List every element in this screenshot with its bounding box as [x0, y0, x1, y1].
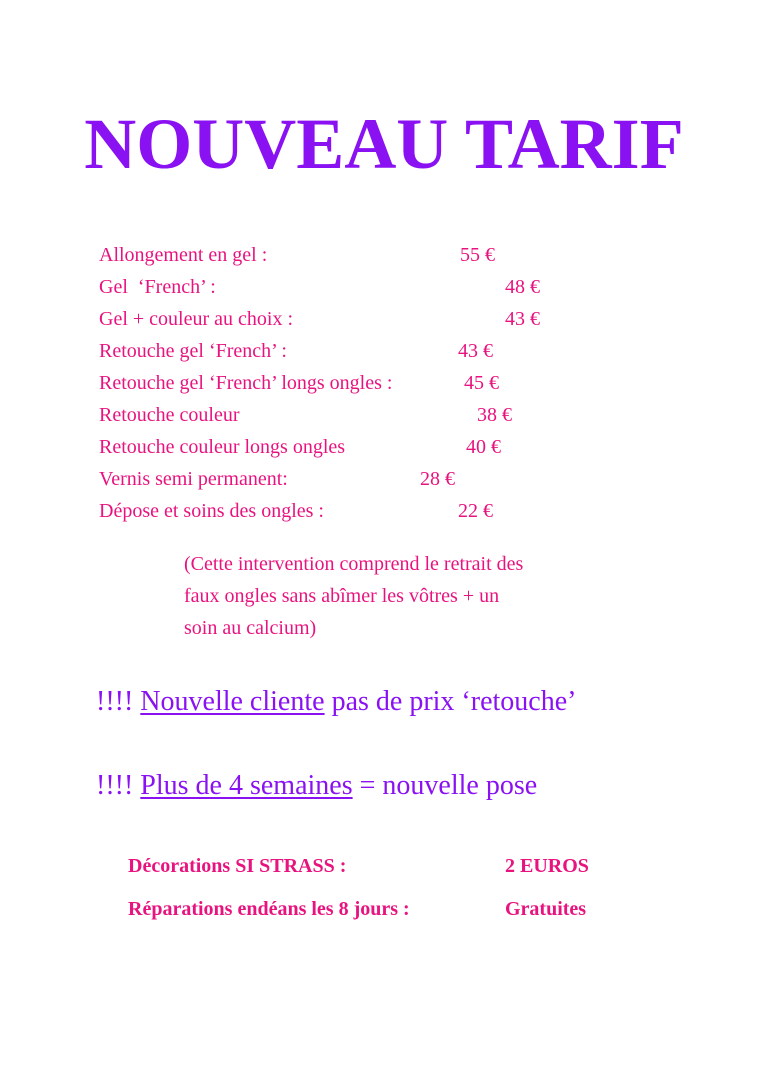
extra-value: 2 EUROS: [505, 855, 589, 877]
notice-suffix: = nouvelle pose: [352, 770, 538, 801]
notice-suffix: pas de prix ‘retouche’: [324, 686, 577, 717]
extra-label: Décorations SI STRASS :: [128, 855, 347, 877]
price-label: Retouche couleur longs ongles: [99, 436, 346, 458]
extra-value: Gratuites: [505, 898, 587, 920]
price-row: [0, 336, 768, 366]
note-line: (Cette intervention comprend le retrait des: [184, 553, 524, 575]
price-label: Gel + couleur au choix :: [99, 308, 293, 330]
notice-underlined: Plus de 4 semaines: [140, 770, 353, 801]
price-value: 48 €: [505, 276, 540, 298]
price-value: 45 €: [464, 372, 499, 394]
notice-four-weeks: [96, 768, 537, 804]
depose-note: [184, 548, 604, 644]
price-label: Retouche gel ‘French’ :: [99, 340, 287, 362]
price-value: 43 €: [505, 308, 540, 330]
price-value: 28 €: [420, 468, 455, 490]
price-value: 55 €: [460, 244, 495, 266]
price-row: [0, 464, 768, 494]
price-value: 22 €: [458, 500, 493, 522]
price-row: [0, 272, 768, 302]
price-label: Retouche couleur: [99, 404, 240, 426]
price-row: [0, 304, 768, 334]
price-label: Retouche gel ‘French’ longs ongles :: [99, 372, 393, 394]
price-row: [0, 368, 768, 398]
price-label: Vernis semi permanent:: [99, 468, 288, 490]
price-label: Allongement en gel :: [99, 244, 268, 266]
price-row: [0, 432, 768, 462]
price-row: [0, 496, 768, 526]
page-title: NOUVEAU TARIF: [84, 104, 684, 184]
notice-prefix: !!!!: [96, 770, 141, 801]
note-line: faux ongles sans abîmer les vôtres + un: [184, 585, 500, 607]
price-row: [0, 400, 768, 430]
notice-new-client: [96, 684, 576, 720]
extra-label: Réparations endéans les 8 jours :: [128, 898, 410, 920]
price-label: Gel ‘French’ :: [99, 276, 216, 298]
note-line: soin au calcium): [184, 617, 317, 639]
notice-prefix: !!!!: [96, 686, 141, 717]
price-row: [0, 240, 768, 270]
price-value: 40 €: [466, 436, 501, 458]
price-label: Dépose et soins des ongles :: [99, 500, 324, 522]
notice-underlined: Nouvelle cliente: [140, 686, 325, 717]
price-value: 43 €: [458, 340, 493, 362]
price-value: 38 €: [477, 404, 512, 426]
